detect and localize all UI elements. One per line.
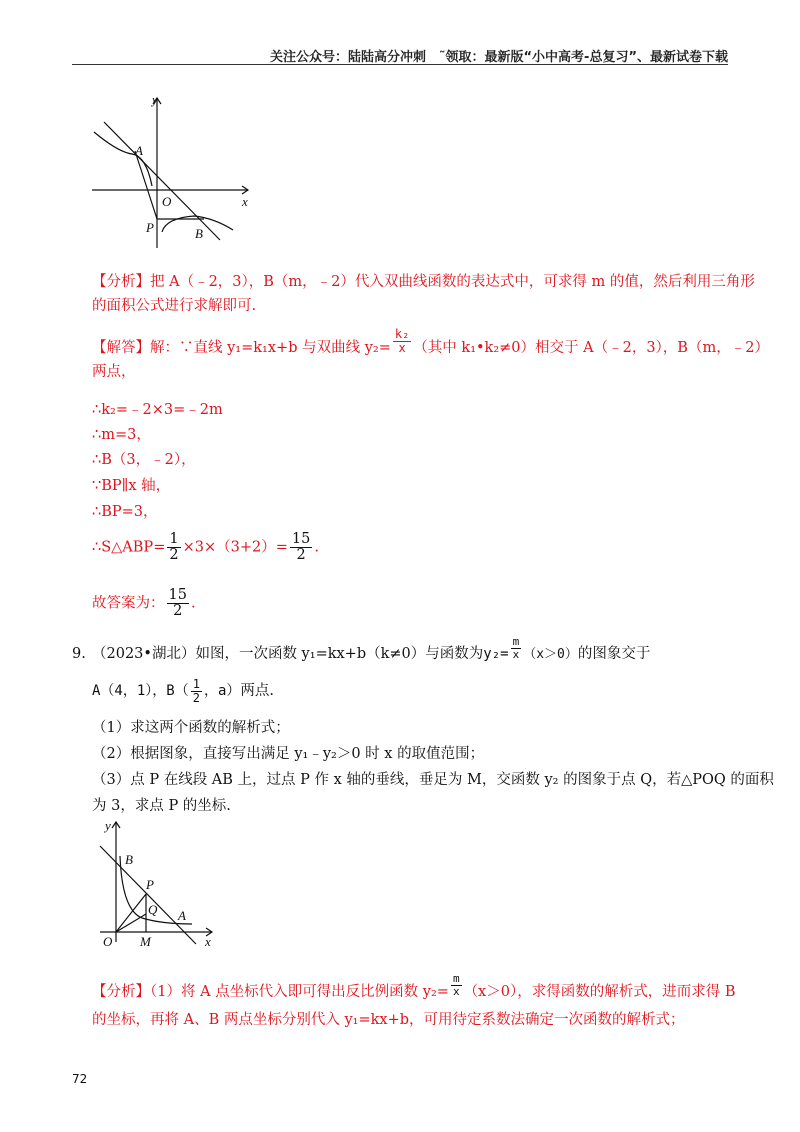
fig2-segment-op: [116, 894, 146, 932]
solution-1-area: ∴S△ABP= $\frac{1}{2}$ ×3×（3+2）= $\frac{15}{2}$ .: [92, 531, 319, 564]
analysis-2-line-1: 【分析】（1）将 A 点坐标代入即可得出反比例函数 y₂= $\frac{m}{x}$ （x＞0），求得函数的解析式，进而求得 B: [92, 971, 736, 1000]
solution-1-step-3: ∴B（3，﹣2），: [92, 452, 196, 468]
problem-9-q1: （1）求这两个函数的解析式；: [92, 720, 290, 736]
problem-9-q3-line-1: （3）点 P 在线段 AB 上，过点 P 作 x 轴的垂线，垂足为 M，交函数 y₂ 的图象于点 Q，若△POQ 的面积: [92, 772, 774, 788]
fig1-label-o: O: [162, 194, 172, 209]
solution-1-intro: 【解答】解：∵直线 y₁=k₁x+b 与双曲线 y₂= $\frac{\text{k₂}}{x}$ （其中 k₁•k₂≠0）相交于 A（﹣2，3），B（m，﹣2）: [92, 326, 769, 356]
solution-1-answer: 故答案为： $\frac{15}{2}$ .: [92, 587, 196, 620]
fig2-label-m: M: [140, 934, 151, 949]
fig2-label-o: O: [103, 934, 113, 949]
problem-9-stem-1: （2023•湖北）如图，一次函数 y₁=kx+b（k≠0）与函数为y₂= $\frac{m}{x}$ （x＞0）的图象交于: [92, 634, 651, 662]
fig2-label-p: P: [146, 877, 154, 892]
fig2-segment-oq: [116, 914, 146, 932]
fig1-label-x: x: [242, 194, 248, 209]
fig2-label-a: A: [178, 908, 186, 923]
analysis-1-line-2: 的面积公式进行求解即可.: [92, 298, 257, 314]
k2-over-x-fraction: $\frac{\text{k₂}}{x}$: [394, 326, 410, 355]
page-number: 72: [72, 1072, 88, 1086]
analysis-2-line-2: 的坐标，再将 A、B 两点坐标分别代入 y₁=kx+b，可用待定系数法确定一次函数的解析式；: [92, 1012, 685, 1028]
fig1-segment-ap: [135, 151, 157, 219]
fig2-line: [100, 846, 196, 944]
fig2-label-q: Q: [148, 902, 158, 917]
problem-9-q3-line-2: 为 3，求点 P 的坐标.: [92, 798, 231, 814]
solution-1-intro-2: 两点，: [92, 364, 136, 380]
fig2-label-b: B: [125, 852, 133, 867]
problem-9-number: 9.: [72, 646, 86, 662]
fig2-label-y: y: [105, 818, 111, 833]
solution-tag: 【解答】解：: [92, 340, 179, 356]
page-header: 关注公众号：陆陆高分冲刺 ˜领取：最新版“小中高考-总复习”、最新试卷下载: [270, 50, 728, 65]
figure-1-graph: [88, 90, 260, 250]
solution-1-step-4: ∵BP∥x 轴，: [92, 478, 171, 494]
analysis-1-line-1: 【分析】把 A（﹣2，3），B（m，﹣2）代入双曲线函数的表达式中，可求得 m 的值，然后利用三角形: [92, 274, 755, 290]
figure-2-graph: [92, 814, 222, 950]
fig1-label-y: y: [152, 92, 158, 107]
solution-1-step-2: ∴m=3，: [92, 427, 151, 443]
solution-1-step-1: ∴k₂=﹣2×3=﹣2m: [92, 402, 223, 418]
fig1-line: [104, 122, 220, 240]
fig1-label-a: A: [135, 143, 143, 158]
fig1-label-b: B: [195, 226, 203, 241]
fig2-label-x: x: [205, 934, 211, 949]
solution-1-step-5: ∴BP=3，: [92, 504, 158, 520]
problem-9-stem-2: A（4，1），B（ $\frac{1}{2}$ ，a）两点.: [92, 677, 274, 705]
problem-9-q2: （2）根据图象，直接写出满足 y₁﹣y₂＞0 时 x 的取值范围；: [92, 746, 485, 762]
header-rule: [72, 64, 728, 65]
fig1-label-p: P: [146, 220, 154, 235]
